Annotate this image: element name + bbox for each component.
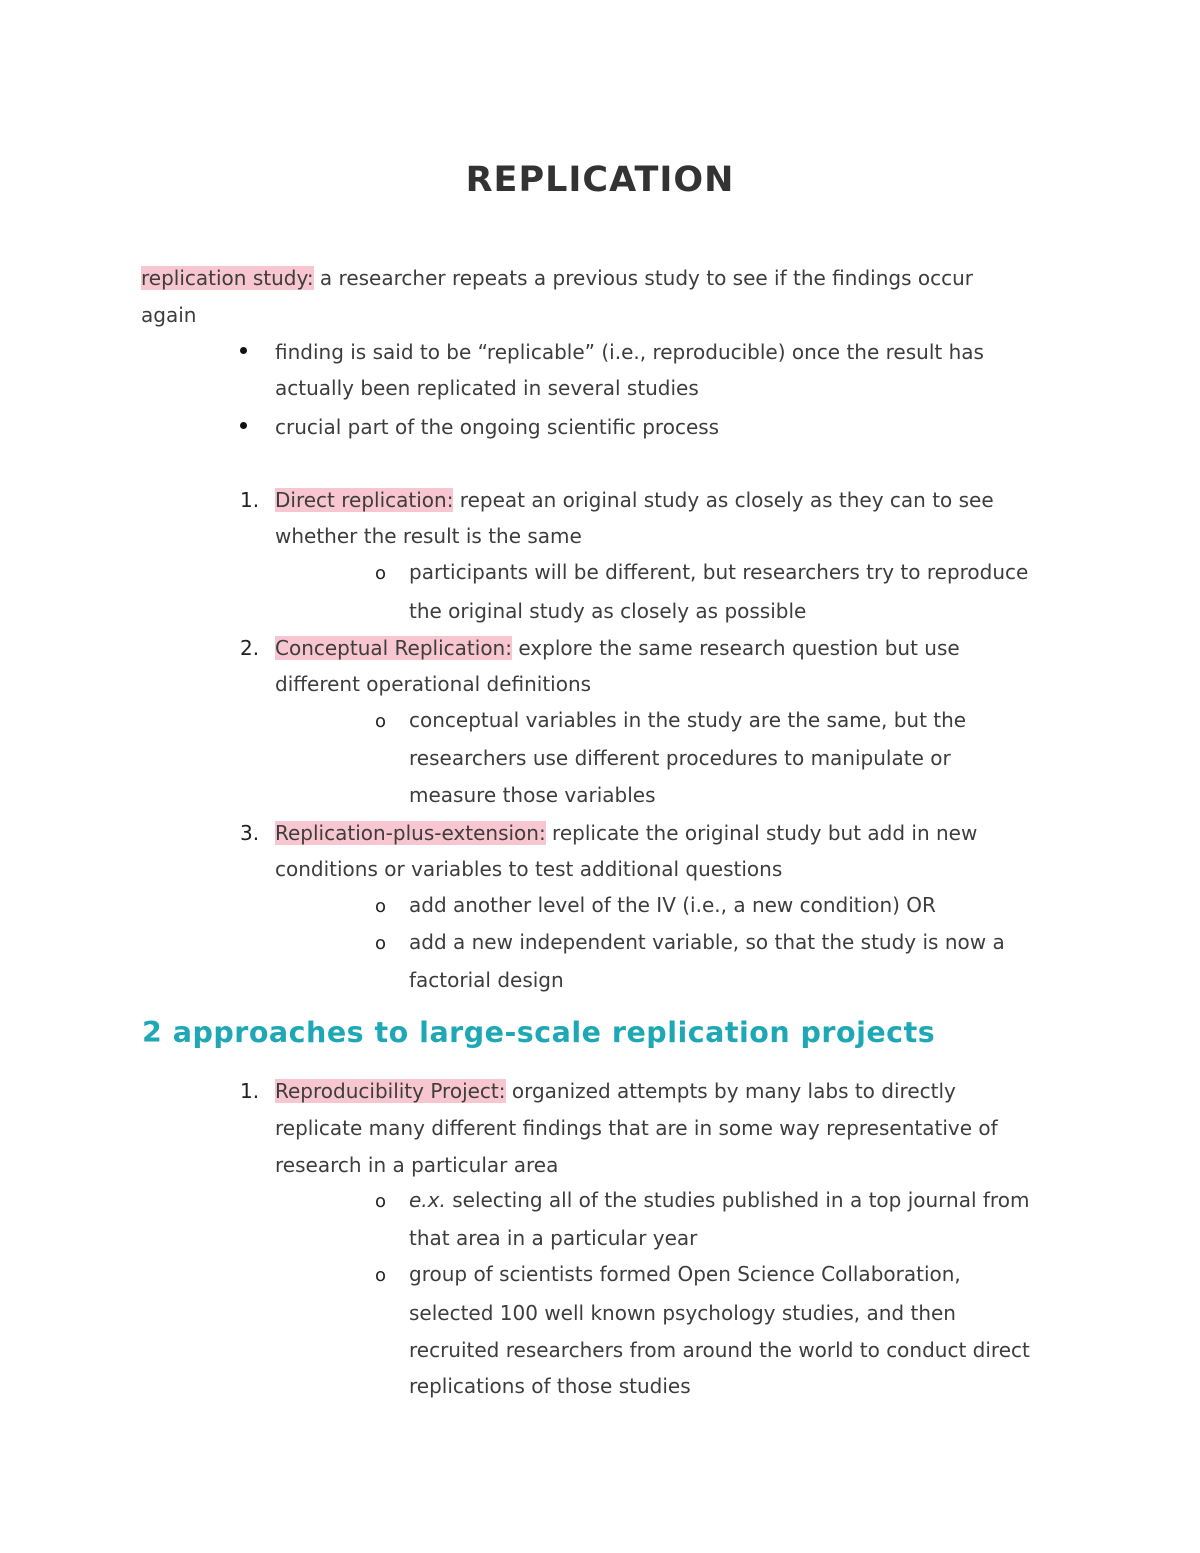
list-item-text: conditions or variables to test additional questions xyxy=(275,857,783,881)
section-heading: 2 approaches to large-scale replication projects xyxy=(142,1016,936,1049)
sub-item-text: that area in a particular year xyxy=(409,1226,698,1250)
bullet-icon xyxy=(240,422,247,429)
sub-item-text: group of scientists formed Open Science Collaboration, xyxy=(409,1262,961,1286)
intro-line-1 xyxy=(141,264,973,292)
sub-item-text: the original study as closely as possible xyxy=(409,599,807,623)
list-item xyxy=(275,634,960,662)
example-abbrev: e.x. xyxy=(409,1188,446,1212)
list-item xyxy=(275,1077,956,1105)
sub-item-text-rest: selecting all of the studies published in a top journal from xyxy=(445,1188,1030,1212)
term-highlight: Reproducibility Project: xyxy=(275,1079,506,1103)
sub-item-text: recruited researchers from around the world to conduct direct xyxy=(409,1338,1030,1362)
bullet-text: actually been replicated in several studies xyxy=(275,376,699,400)
list-item-text: repeat an original study as closely as they can to see xyxy=(453,488,994,512)
list-item xyxy=(275,486,994,514)
intro-text: a researcher repeats a previous study to see if the findings occur xyxy=(313,266,973,290)
circle-bullet-icon: o xyxy=(375,1191,387,1212)
bullet-text: finding is said to be “replicable” (i.e., reproducible) once the result has xyxy=(275,340,984,364)
term-highlight: Conceptual Replication: xyxy=(275,636,512,660)
sub-item-text: replications of those studies xyxy=(409,1374,691,1398)
circle-bullet-icon: o xyxy=(375,933,387,954)
circle-bullet-icon: o xyxy=(375,563,387,584)
list-item-text: whether the result is the same xyxy=(275,524,582,548)
list-item-text: different operational definitions xyxy=(275,672,592,696)
sub-item-text: participants will be different, but researchers try to reproduce xyxy=(409,560,1029,584)
list-item-text: explore the same research question but use xyxy=(511,636,960,660)
intro-line-2: again xyxy=(141,303,197,327)
sub-item-text: factorial design xyxy=(409,968,564,992)
bullet-icon xyxy=(240,347,247,354)
sub-item-text: selected 100 well known psychology studies, and then xyxy=(409,1301,956,1325)
sub-item-text: researchers use different procedures to manipulate or xyxy=(409,746,951,770)
list-item-text: replicate the original study but add in new xyxy=(545,821,978,845)
list-number: 2. xyxy=(240,636,260,660)
term-highlight: replication study: xyxy=(141,266,314,290)
list-number: 3. xyxy=(240,821,260,845)
sub-item-text: add a new independent variable, so that the study is now a xyxy=(409,930,1005,954)
list-item-text: organized attempts by many labs to directly xyxy=(505,1079,956,1103)
circle-bullet-icon: o xyxy=(375,1265,387,1286)
term-highlight: Replication-plus-extension: xyxy=(275,821,546,845)
list-item-text: replicate many different findings that are in some way representative of xyxy=(275,1116,998,1140)
sub-item-text xyxy=(409,1186,1029,1214)
page-title: REPLICATION xyxy=(465,160,735,200)
sub-item-text: measure those variables xyxy=(409,783,656,807)
term-highlight: Direct replication: xyxy=(275,488,454,512)
sub-item-text: add another level of the IV (i.e., a new condition) OR xyxy=(409,893,936,917)
list-item xyxy=(275,819,977,847)
bullet-text: crucial part of the ongoing scientific process xyxy=(275,415,720,439)
sub-item-text: conceptual variables in the study are the same, but the xyxy=(409,708,967,732)
circle-bullet-icon: o xyxy=(375,711,387,732)
list-item-text: research in a particular area xyxy=(275,1153,559,1177)
list-number: 1. xyxy=(240,488,260,512)
list-number: 1. xyxy=(240,1079,260,1103)
circle-bullet-icon: o xyxy=(375,896,387,917)
